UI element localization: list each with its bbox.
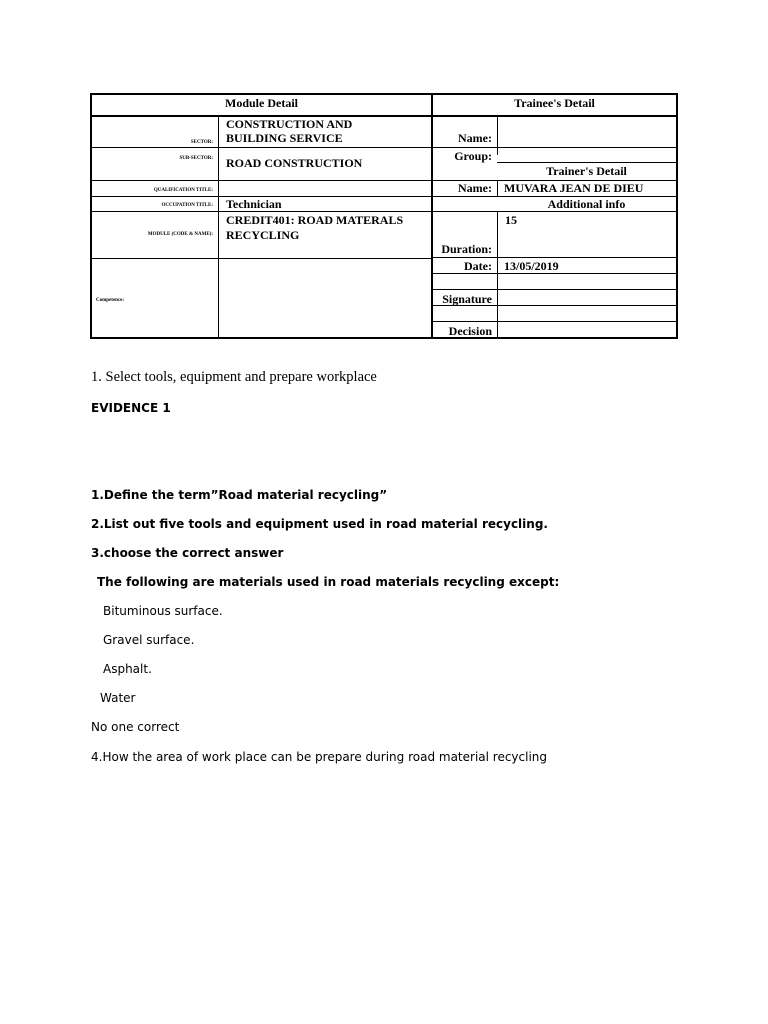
module-value-line2: RECYCLING: [226, 228, 300, 242]
table-border-bottom: [90, 337, 678, 339]
col-divider: [218, 115, 219, 337]
row-divider: [90, 258, 432, 259]
option-bituminous: Bituminous surface.: [103, 604, 223, 618]
module-value-line1: CREDIT401: ROAD MATERALS: [226, 213, 404, 227]
row-divider: [432, 147, 678, 148]
sector-label: SECTOR:: [190, 140, 213, 145]
competence-label: Competence:: [96, 298, 125, 303]
col-divider: [497, 115, 498, 155]
sector-value-line1: CONSTRUCTION AND: [226, 117, 353, 131]
col-divider: [497, 180, 498, 196]
additional-info-header: Additional info: [547, 197, 626, 211]
trainee-detail-header: Trainee's Detail: [514, 96, 595, 110]
decision-label: Decision: [448, 324, 492, 338]
subsector-label: SUB-SECTOR:: [179, 156, 213, 161]
row-divider: [90, 211, 432, 212]
row-divider: [432, 289, 678, 290]
occupation-label: OCCUPATION TITLE:: [161, 203, 213, 208]
table-border-left: [90, 93, 92, 339]
trainer-name-label: Name:: [458, 181, 492, 195]
qualification-label: QUALIFICATION TITLE:: [153, 188, 213, 193]
question-3-stem: The following are materials used in road materials recycling except:: [97, 575, 560, 589]
row-divider: [497, 162, 678, 163]
evidence-title: EVIDENCE 1: [91, 401, 171, 415]
option-water: Water: [100, 691, 136, 705]
option-gravel: Gravel surface.: [103, 633, 195, 647]
group-label: Group:: [454, 149, 492, 163]
row-divider: [432, 321, 678, 322]
row-divider: [432, 257, 678, 258]
signature-label: Signature: [442, 292, 492, 306]
option-no-one-correct: No one correct: [91, 720, 180, 734]
module-detail-header: Module Detail: [225, 96, 298, 110]
duration-label: Duration:: [441, 242, 492, 256]
trainer-detail-header: Trainer's Detail: [546, 164, 627, 178]
section-title: 1. Select tools, equipment and prepare workplace: [91, 369, 377, 385]
sector-value-line2: BUILDING SERVICE: [226, 131, 343, 145]
trainee-name-label: Name:: [458, 131, 492, 145]
table-border-right: [676, 93, 678, 339]
trainer-name-value: MUVARA JEAN DE DIEU: [504, 181, 644, 195]
question-2: 2.List out five tools and equipment used in road material recycling.: [91, 517, 548, 531]
date-label: Date:: [464, 259, 492, 273]
row-divider: [90, 147, 432, 148]
module-label: MODULE (CODE & NAME):: [147, 232, 213, 237]
date-value: 13/05/2019: [504, 259, 559, 273]
row-divider: [90, 180, 432, 181]
table-border-top: [90, 93, 678, 95]
duration-value: 15: [505, 213, 517, 227]
option-asphalt: Asphalt.: [103, 662, 152, 676]
module-trainee-table: [90, 93, 678, 339]
question-1: 1.Define the term”Road material recycling”: [91, 488, 388, 502]
question-3: 3.choose the correct answer: [91, 546, 284, 560]
row-divider: [90, 115, 678, 117]
col-divider: [497, 211, 498, 337]
occupation-value: Technician: [226, 197, 282, 211]
subsector-value: ROAD CONSTRUCTION: [226, 156, 363, 170]
question-4: 4.How the area of work place can be prepare during road material recycling: [91, 750, 548, 764]
